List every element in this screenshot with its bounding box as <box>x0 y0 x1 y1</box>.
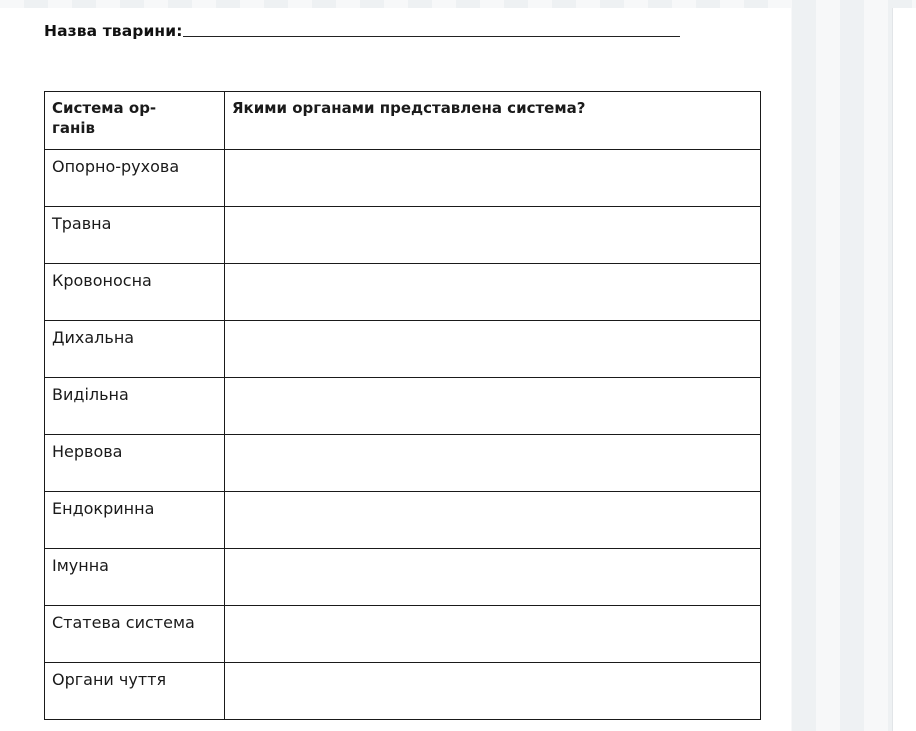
system-cell: Травна <box>45 207 225 264</box>
table-row <box>45 663 761 720</box>
organs-cell[interactable] <box>225 321 761 378</box>
organs-cell[interactable] <box>225 264 761 321</box>
organs-cell[interactable] <box>225 150 761 207</box>
system-cell: Кровоносна <box>45 264 225 321</box>
table-row <box>45 549 761 606</box>
organs-cell[interactable] <box>225 492 761 549</box>
organs-cell[interactable] <box>225 435 761 492</box>
table-row <box>45 207 761 264</box>
table-header-row <box>45 92 761 150</box>
table-row <box>45 606 761 663</box>
header-organs <box>225 92 761 150</box>
organs-cell[interactable] <box>225 606 761 663</box>
system-cell: Імунна <box>45 549 225 606</box>
header-organs-label: Якими органами представлена система? <box>232 99 586 117</box>
system-cell: Дихальна <box>45 321 225 378</box>
table-row <box>45 435 761 492</box>
system-cell: Опорно-рухова <box>45 150 225 207</box>
animal-name-line <box>44 22 680 40</box>
table-row <box>45 264 761 321</box>
system-cell: Органи чуття <box>45 663 225 720</box>
table-row <box>45 321 761 378</box>
system-cell: Статева система <box>45 606 225 663</box>
animal-name-label: Назва тварини <box>44 22 177 40</box>
table-row <box>45 492 761 549</box>
table-row <box>45 378 761 435</box>
worksheet-page <box>0 8 791 731</box>
animal-name-blank-field[interactable] <box>183 35 680 37</box>
organs-cell[interactable] <box>225 549 761 606</box>
organs-cell[interactable] <box>225 207 761 264</box>
system-cell: Нервова <box>45 435 225 492</box>
organ-systems-table <box>44 91 761 720</box>
header-system-label: Система ор- ганів <box>52 99 157 137</box>
viewer-scroll-gutter[interactable] <box>892 8 916 731</box>
table-row <box>45 150 761 207</box>
organs-cell[interactable] <box>225 378 761 435</box>
animal-name-colon: : <box>176 22 183 40</box>
header-system <box>45 92 225 150</box>
system-cell: Ендокринна <box>45 492 225 549</box>
system-cell: Видільна <box>45 378 225 435</box>
organs-cell[interactable] <box>225 663 761 720</box>
